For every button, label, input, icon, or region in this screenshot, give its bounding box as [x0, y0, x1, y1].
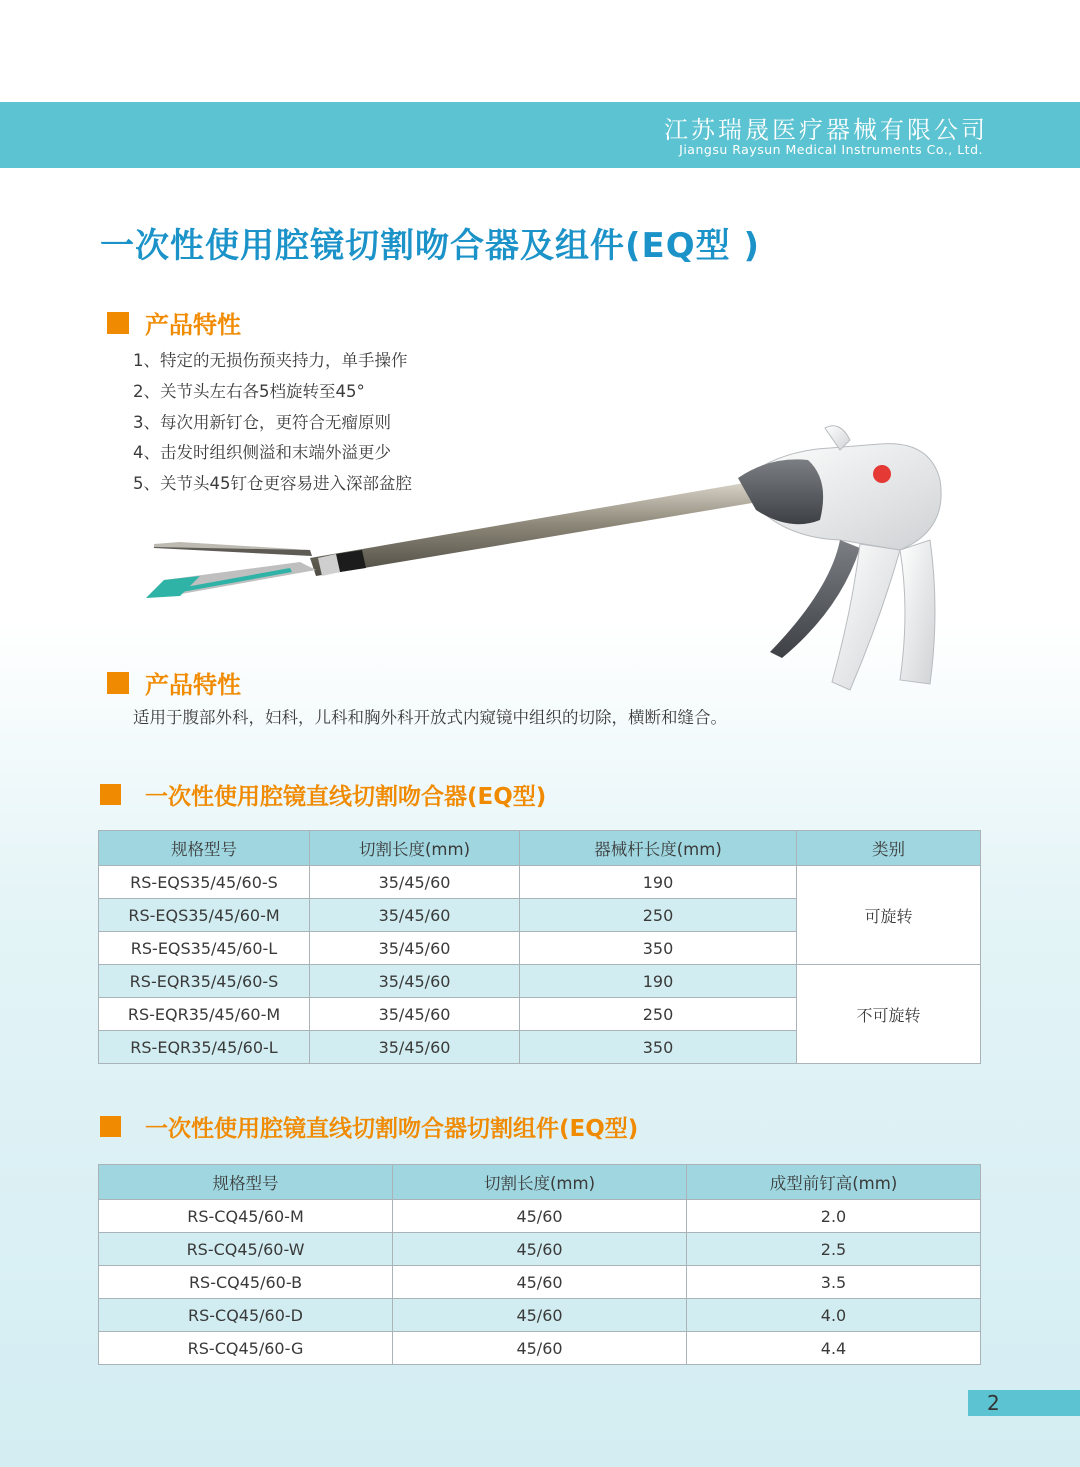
table-header-row [99, 831, 981, 866]
cut-length-cell: 45/60 [393, 1233, 687, 1266]
application-text: 适用于腹部外科，妇科，儿科和胸外科开放式内窥镜中组织的切除，横断和缝合。 [133, 708, 727, 727]
application-heading [107, 665, 241, 700]
feature-item: 1、特定的无损伤预夹持力，单手操作 [133, 351, 408, 370]
square-bullet-icon [107, 312, 129, 334]
header-cell: 切割长度(mm) [310, 831, 520, 866]
feature-item: 3、每次用新钉仓，更符合无瘤原则 [133, 412, 391, 432]
header-cell: 规格型号 [99, 1165, 393, 1200]
table-row [99, 866, 981, 899]
category-cell: 可旋转 [797, 866, 981, 965]
table1-heading-text: 一次性使用腔镜直线切割吻合器(EQ型) [145, 784, 547, 810]
header-cell: 成型前钉高(mm) [687, 1165, 981, 1200]
cut-length-cell: 45/60 [393, 1200, 687, 1233]
table-header-row [99, 1165, 981, 1200]
model-cell: RS-CQ45/60-G [99, 1332, 393, 1365]
staple-height-cell: 2.5 [687, 1233, 981, 1266]
model-cell: RS-CQ45/60-D [99, 1299, 393, 1332]
feature-item: 4、击发时组织侧溢和末端外溢更少 [133, 443, 391, 463]
staple-height-cell: 4.4 [687, 1332, 981, 1365]
model-cell: RS-EQS35/45/60-L [99, 932, 310, 965]
shaft-length-cell: 250 [520, 899, 797, 932]
features-heading-text: 产品特性 [145, 311, 241, 339]
staple-height-cell: 2.0 [687, 1200, 981, 1233]
shaft-length-cell: 250 [520, 998, 797, 1031]
square-bullet-icon [100, 1116, 121, 1137]
category-cell: 不可旋转 [797, 965, 981, 1064]
shaft-length-cell: 190 [520, 866, 797, 899]
model-cell: RS-CQ45/60-W [99, 1233, 393, 1266]
square-bullet-icon [100, 784, 121, 805]
stapler-spec-table [98, 830, 981, 1064]
shaft-length-cell: 190 [520, 965, 797, 998]
model-cell: RS-EQR35/45/60-L [99, 1031, 310, 1064]
table1-heading [100, 778, 546, 811]
staple-height-cell: 4.0 [687, 1299, 981, 1332]
cut-length-cell: 35/45/60 [310, 866, 520, 899]
cut-length-cell: 35/45/60 [310, 899, 520, 932]
table-row [99, 965, 981, 998]
staple-height-cell: 3.5 [687, 1266, 981, 1299]
cartridge-spec-table [98, 1164, 981, 1365]
stapler-product-image [140, 420, 960, 700]
page-title: 一次性使用腔镜切割吻合器及组件(EQ型 ) [100, 226, 761, 266]
features-heading [107, 305, 241, 340]
cut-length-cell: 35/45/60 [310, 965, 520, 998]
cut-length-cell: 45/60 [393, 1266, 687, 1299]
company-name-cn: 江苏瑞晟医疗器械有限公司 [664, 116, 988, 144]
header-cell: 器械杆长度(mm) [520, 831, 797, 866]
model-cell: RS-CQ45/60-B [99, 1266, 393, 1299]
table2-heading [100, 1110, 638, 1143]
cut-length-cell: 35/45/60 [310, 998, 520, 1031]
shaft-length-cell: 350 [520, 1031, 797, 1064]
table2-heading-text: 一次性使用腔镜直线切割吻合器切割组件(EQ型) [145, 1116, 639, 1142]
table-row [99, 1200, 981, 1233]
table-row [99, 1266, 981, 1299]
header-cell: 类别 [797, 831, 981, 866]
model-cell: RS-CQ45/60-M [99, 1200, 393, 1233]
table-row [99, 1233, 981, 1266]
model-cell: RS-EQS35/45/60-S [99, 866, 310, 899]
page-number: 2 [987, 1391, 1000, 1415]
cut-length-cell: 35/45/60 [310, 932, 520, 965]
table-row [99, 1299, 981, 1332]
cut-length-cell: 35/45/60 [310, 1031, 520, 1064]
square-bullet-icon [107, 672, 129, 694]
feature-item: 5、关节头45钉仓更容易进入深部盆腔 [133, 474, 412, 494]
cut-length-cell: 45/60 [393, 1299, 687, 1332]
model-cell: RS-EQR35/45/60-M [99, 998, 310, 1031]
application-heading-text: 产品特性 [145, 671, 241, 699]
company-name-en: Jiangsu Raysun Medical Instruments Co., Ltd. [679, 142, 983, 157]
feature-item: 2、关节头左右各5档旋转至45° [133, 381, 365, 401]
model-cell: RS-EQR35/45/60-S [99, 965, 310, 998]
header-cell: 规格型号 [99, 831, 310, 866]
table-row [99, 1332, 981, 1365]
page-number-tab [968, 1390, 1080, 1416]
cut-length-cell: 45/60 [393, 1332, 687, 1365]
shaft-length-cell: 350 [520, 932, 797, 965]
model-cell: RS-EQS35/45/60-M [99, 899, 310, 932]
header-band [0, 102, 1080, 168]
header-cell: 切割长度(mm) [393, 1165, 687, 1200]
